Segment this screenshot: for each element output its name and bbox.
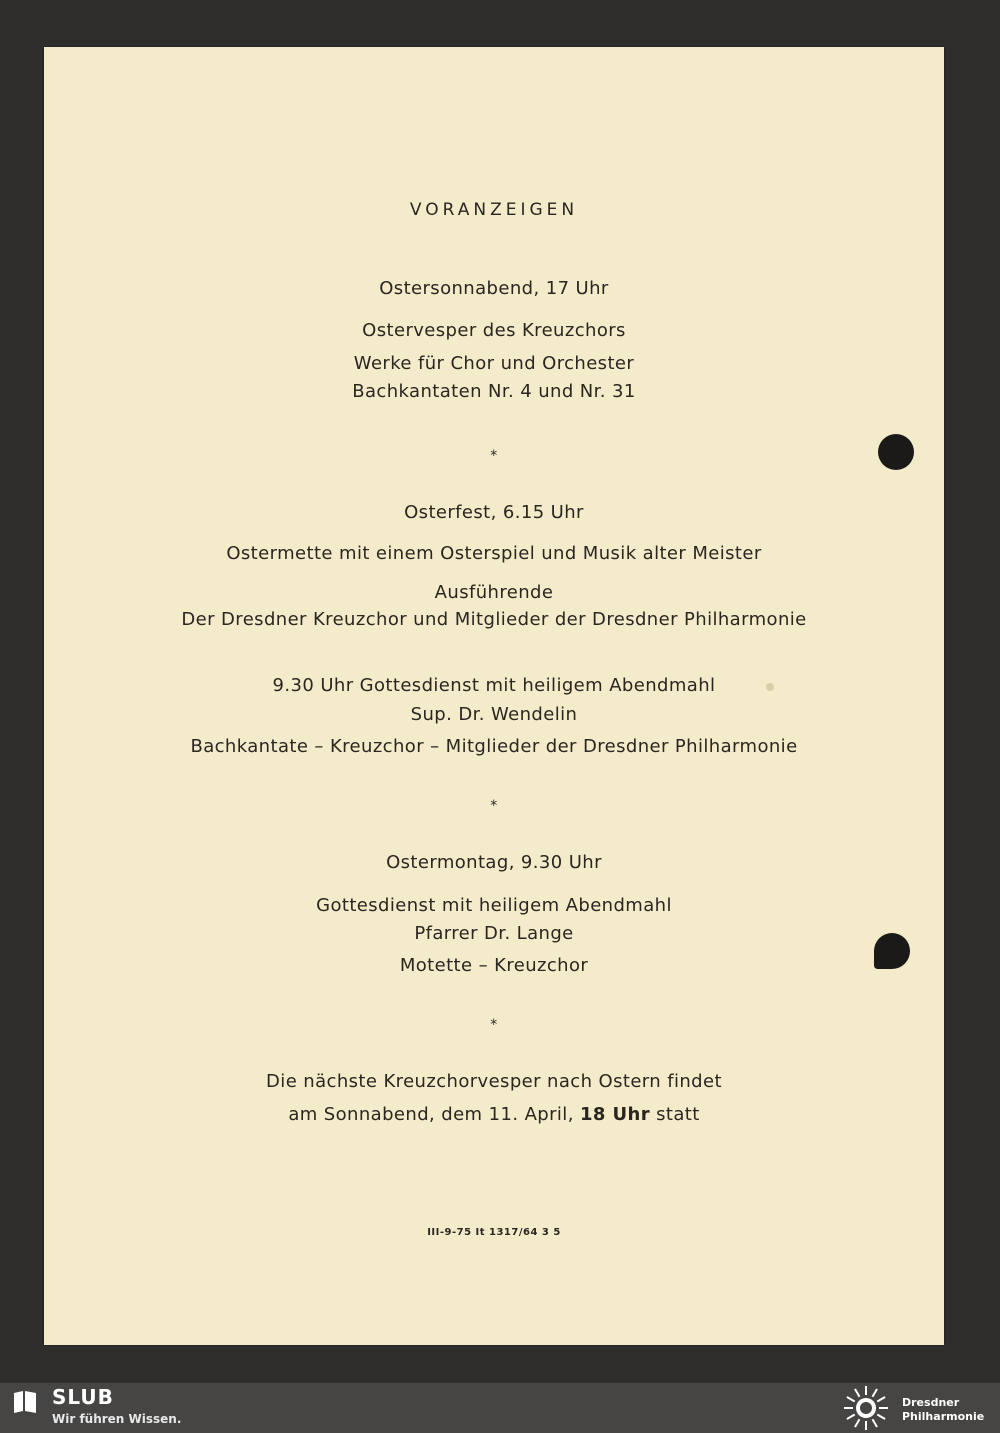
event-detail-cantatas: Bachkantaten Nr. 4 und Nr. 31 bbox=[352, 381, 636, 402]
next-vesper-date bbox=[44, 1104, 944, 1126]
event-music-motette: Motette – Kreuzchor bbox=[399, 955, 589, 976]
next-vesper-time: 18 Uhr bbox=[579, 1104, 650, 1125]
philharmonie-sunburst-icon[interactable] bbox=[842, 1384, 890, 1432]
event-title-gottesdienst: Gottesdienst mit heiligem Abendmahl bbox=[316, 895, 672, 916]
program-sheet bbox=[44, 47, 944, 1345]
performers-heading: Ausführende bbox=[434, 582, 554, 603]
event-date-ostersonnabend: Ostersonnabend, 17 Uhr bbox=[379, 278, 609, 299]
event-title-ostermette: Ostermette mit einem Osterspiel und Musik alter Meister bbox=[226, 543, 762, 564]
event-officiant-wendelin: Sup. Dr. Wendelin bbox=[410, 704, 578, 725]
section-separator: * bbox=[490, 1017, 498, 1033]
event-detail-works: Werke für Chor und Orchester bbox=[353, 353, 635, 374]
print-license-code: III-9-75 It 1317/64 3 5 bbox=[427, 1227, 561, 1238]
event-service-time: 9.30 Uhr Gottesdienst mit heiligem Abendmahl bbox=[272, 675, 716, 696]
section-separator: * bbox=[490, 798, 498, 814]
footer-bar bbox=[0, 1383, 1000, 1433]
section-separator: * bbox=[490, 448, 498, 464]
page-title: VORANZEIGEN bbox=[409, 200, 579, 220]
event-title-ostervesper: Ostervesper des Kreuzchors bbox=[362, 320, 626, 341]
partner-name-line2[interactable]: Philharmonie bbox=[902, 1410, 985, 1423]
next-vesper-notice: Die nächste Kreuzchorvesper nach Ostern findet bbox=[266, 1071, 722, 1092]
event-officiant-lange: Pfarrer Dr. Lange bbox=[414, 923, 574, 944]
partner-name-line1[interactable]: Dresdner bbox=[902, 1396, 960, 1409]
event-date-osterfest: Osterfest, 6.15 Uhr bbox=[404, 502, 584, 523]
slub-book-icon[interactable] bbox=[12, 1389, 38, 1415]
slub-slogan: Wir führen Wissen. bbox=[52, 1412, 182, 1426]
next-vesper-date-text: am Sonnabend, dem 11. April, bbox=[288, 1104, 580, 1125]
event-date-ostermontag: Ostermontag, 9.30 Uhr bbox=[386, 852, 602, 873]
slub-name[interactable]: SLUB bbox=[52, 1385, 114, 1409]
event-music-bachkantate: Bachkantate – Kreuzchor – Mitglieder der Dresdner Philharmonie bbox=[190, 736, 798, 757]
next-vesper-suffix: statt bbox=[649, 1104, 700, 1125]
performers-list: Der Dresdner Kreuzchor und Mitglieder der Dresdner Philharmonie bbox=[181, 609, 807, 630]
